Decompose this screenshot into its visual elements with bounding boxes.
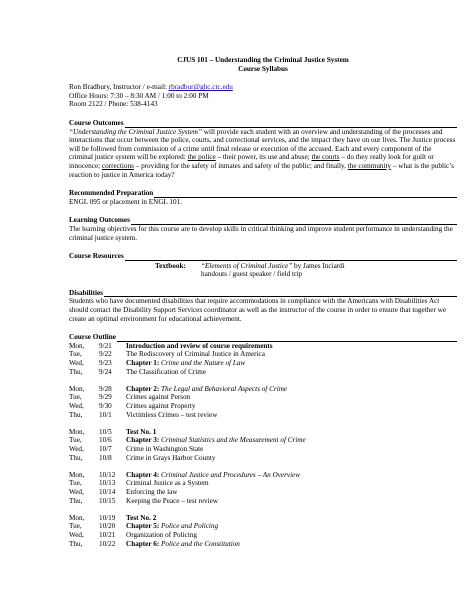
schedule-row bbox=[69, 522, 457, 531]
schedule-row bbox=[69, 385, 457, 394]
topic-italic: Police and Policing bbox=[161, 522, 219, 531]
topic-bold: Chapter 5 bbox=[126, 522, 157, 531]
schedule-topic: Chapter 2: The Legal and Behavioral Aspects of Crime bbox=[126, 384, 288, 393]
schedule-row bbox=[69, 402, 457, 411]
learning-text: The learning objectives for this course are to develop skills in critical thinking and improve student performance in understanding the criminal justice system. bbox=[69, 224, 453, 242]
course-title: CJUS 101 – Understanding the Criminal Justice System bbox=[177, 56, 349, 64]
schedule-topic bbox=[126, 393, 457, 402]
schedule-day: Wed, bbox=[69, 402, 84, 410]
heading-rule bbox=[154, 191, 457, 198]
topic-bold: Introduction and review of course requirements bbox=[126, 341, 273, 350]
schedule-date: 10/8 bbox=[99, 453, 112, 462]
schedule-date: 10/19 bbox=[99, 513, 116, 522]
outcomes-paragraph bbox=[69, 128, 457, 180]
schedule-day: Thu, bbox=[69, 539, 83, 548]
topic-text: The Rediscovery of Criminal Justice in America bbox=[126, 350, 265, 359]
schedule-row bbox=[69, 531, 457, 540]
term-police: the police bbox=[187, 153, 216, 162]
textbook-label: Textbook: bbox=[155, 261, 186, 270]
document-body bbox=[69, 56, 457, 548]
schedule-day: Thu, bbox=[69, 367, 83, 376]
term-corrections: corrections bbox=[101, 161, 134, 170]
textbook-info bbox=[155, 262, 457, 279]
schedule-topic bbox=[126, 497, 457, 506]
section-heading-outcomes bbox=[69, 119, 457, 128]
section-title: Disabilities bbox=[69, 288, 103, 297]
office-hours: Office Hours: 7:30 – 8:30 AM / 1:00 to 2:00 PM bbox=[69, 91, 209, 100]
schedule-row bbox=[69, 359, 457, 368]
schedule-topic bbox=[126, 411, 457, 420]
schedule-topic bbox=[126, 368, 457, 377]
topic-text: Crimes against Property bbox=[126, 402, 196, 410]
instructor-line bbox=[69, 83, 457, 92]
topic-text: Crime in Washington State bbox=[126, 444, 204, 453]
document-subtitle: Course Syllabus bbox=[238, 64, 288, 73]
schedule-row bbox=[69, 540, 457, 549]
schedule-row bbox=[69, 454, 457, 463]
schedule-day: Thu, bbox=[69, 496, 83, 505]
schedule-date: 10/15 bbox=[99, 496, 116, 505]
schedule-topic: Chapter 1: Crime and the Nature of Law bbox=[126, 359, 246, 368]
textbook-author: by James Inciardi bbox=[292, 261, 345, 270]
schedule-row bbox=[69, 471, 457, 480]
outcomes-text: – do they really look for guilt or innocence; bbox=[69, 153, 434, 170]
other-resources: handouts / guest speaker / field trip bbox=[201, 270, 303, 279]
schedule-day: Tue, bbox=[69, 350, 82, 359]
heading-rule bbox=[125, 121, 458, 128]
schedule-day: Mon, bbox=[69, 341, 85, 350]
schedule-day: Wed, bbox=[69, 487, 84, 496]
schedule-day: Mon, bbox=[69, 384, 85, 393]
schedule-topic bbox=[126, 428, 457, 437]
section-heading-learning bbox=[69, 216, 457, 225]
topic-bold: Chapter 1 bbox=[126, 359, 157, 368]
topic-text: The Classification of Crime bbox=[126, 367, 207, 376]
schedule-date: 9/22 bbox=[99, 350, 112, 359]
schedule-topic: Chapter 3: Criminal Statistics and the Measurement of Crime bbox=[126, 436, 306, 445]
schedule-row bbox=[69, 514, 457, 523]
disabilities-text: Students who have documented disabilities that require accommodations in compliance with the Americans with Disabilities Act should contact the Disability Support Services coordinator as well as the instructor of the course in order to ensure that together we create an optimal environment for educational achievement. bbox=[69, 297, 447, 323]
schedule-topic bbox=[126, 488, 457, 497]
heading-rule bbox=[117, 335, 457, 342]
schedule-day: Thu, bbox=[69, 453, 83, 462]
topic-italic: Criminal Justice and Procedures – An Overview bbox=[161, 470, 301, 479]
schedule-row bbox=[69, 411, 457, 420]
schedule-day: Tue, bbox=[69, 522, 82, 531]
schedule-date: 10/1 bbox=[99, 410, 112, 419]
schedule-date: 9/29 bbox=[99, 393, 112, 402]
schedule-date: 10/6 bbox=[99, 436, 112, 445]
preparation-text: ENGL 095 or placement in ENGL 101. bbox=[69, 197, 183, 206]
schedule-day: Tue, bbox=[69, 479, 82, 488]
schedule-date: 9/24 bbox=[99, 367, 112, 376]
schedule-row bbox=[69, 393, 457, 402]
textbook-title: “Elements of Criminal Justice” bbox=[201, 261, 293, 270]
topic-italic: Police and the Constitution bbox=[161, 539, 240, 548]
heading-rule bbox=[125, 254, 457, 261]
section-title: Course Outline bbox=[69, 333, 116, 342]
section-title: Learning Outcomes bbox=[69, 216, 130, 225]
schedule-row bbox=[69, 445, 457, 454]
schedule-day: Wed, bbox=[69, 530, 84, 539]
schedule-date: 10/7 bbox=[99, 444, 112, 453]
schedule-day: Tue, bbox=[69, 393, 82, 402]
section-heading-preparation bbox=[69, 189, 457, 198]
term-community: the community bbox=[347, 161, 392, 170]
schedule-row bbox=[69, 350, 457, 359]
schedule-day: Thu, bbox=[69, 410, 83, 419]
schedule-day: Mon, bbox=[69, 513, 85, 522]
schedule-day: Mon, bbox=[69, 427, 85, 436]
schedule-day: Tue, bbox=[69, 436, 82, 445]
outcomes-text: – their power, its use and abuse; bbox=[215, 153, 312, 162]
schedule-date: 10/13 bbox=[99, 479, 116, 488]
schedule-topic bbox=[126, 350, 457, 359]
topic-bold: Test No. 2 bbox=[126, 513, 157, 522]
schedule-date: 10/20 bbox=[99, 522, 116, 531]
schedule-date: 9/28 bbox=[99, 384, 112, 393]
week-spacer bbox=[69, 462, 457, 471]
email-link[interactable]: rbradbur@ghc.ctc.edu bbox=[168, 83, 233, 92]
schedule-date: 9/30 bbox=[99, 402, 112, 410]
week-spacer bbox=[69, 505, 457, 514]
section-title: Course Resources bbox=[69, 252, 124, 261]
schedule-date: 9/21 bbox=[99, 341, 112, 350]
instructor-name: Ron Bradbury, Instructor / e-mail: bbox=[69, 83, 169, 92]
section-heading-outline bbox=[69, 333, 457, 342]
schedule-row bbox=[69, 488, 457, 497]
schedule-day: Wed, bbox=[69, 359, 84, 368]
schedule-topic: Chapter 4: Criminal Justice and Procedures – An Overview bbox=[126, 470, 301, 479]
schedule-topic bbox=[126, 514, 457, 523]
instructor-info bbox=[69, 83, 457, 109]
schedule-topic: Chapter 6: Police and the Constitution bbox=[126, 539, 240, 548]
outcomes-text: will provide each student with an overview and understanding of the processes and interactions that occur between the police, courts, and correctional services, and the impact they have on our lives. The Justice process will be followed from commission of a crime until final release or execution of the accused. Each and every component of the criminal justice system will be explored: bbox=[69, 127, 456, 162]
week-spacer bbox=[69, 376, 457, 385]
topic-bold: Test No. 1 bbox=[126, 427, 157, 436]
schedule-date: 9/23 bbox=[99, 359, 112, 368]
schedule-row bbox=[69, 497, 457, 506]
schedule-topic: Chapter 5: Police and Policing bbox=[126, 522, 219, 531]
schedule-topic bbox=[126, 445, 457, 454]
schedule-date: 10/5 bbox=[99, 427, 112, 436]
week-spacer bbox=[69, 419, 457, 428]
topic-italic: Crime and the Nature of Law bbox=[161, 359, 246, 368]
outcomes-text: – providing for the safety of inmates and safety of the public; and finally, bbox=[133, 161, 348, 170]
schedule-row bbox=[69, 342, 457, 351]
outcomes-text: – what is the public’s reaction to justice in America today? bbox=[69, 161, 454, 179]
document-header bbox=[69, 56, 457, 73]
topic-text: Keeping the Peace – test review bbox=[126, 496, 219, 505]
topic-text: Criminal Justice as a System bbox=[126, 479, 209, 488]
schedule-topic bbox=[126, 402, 457, 411]
topic-italic: The Legal and Behavioral Aspects of Crime bbox=[161, 384, 288, 393]
topic-bold: Chapter 4 bbox=[126, 470, 157, 479]
room-phone: Room 2122 / Phone: 538-4143 bbox=[69, 100, 158, 109]
schedule-date: 10/22 bbox=[99, 539, 116, 548]
section-heading-disabilities bbox=[69, 289, 457, 298]
schedule-topic bbox=[126, 531, 457, 540]
schedule-date: 10/14 bbox=[99, 487, 116, 496]
section-heading-resources bbox=[69, 252, 457, 261]
heading-rule bbox=[104, 290, 457, 297]
topic-text: Crimes against Person bbox=[126, 393, 191, 402]
schedule-day: Mon, bbox=[69, 470, 85, 479]
topic-italic: Criminal Statistics and the Measurement of Crime bbox=[161, 436, 306, 445]
topic-text: Victimless Crimes – test review bbox=[126, 410, 218, 419]
schedule-date: 10/12 bbox=[99, 470, 116, 479]
topic-bold: Chapter 3 bbox=[126, 436, 157, 445]
course-name-italic: “Understanding the Criminal Justice System” bbox=[69, 127, 202, 136]
topic-text: Enforcing the law bbox=[126, 487, 178, 496]
term-courts: the courts bbox=[311, 153, 340, 162]
schedule-row bbox=[69, 479, 457, 488]
course-outline-schedule bbox=[69, 342, 457, 548]
schedule-row bbox=[69, 428, 457, 437]
topic-text: Organization of Policing bbox=[126, 530, 197, 539]
schedule-topic bbox=[126, 454, 457, 463]
schedule-row bbox=[69, 436, 457, 445]
schedule-topic bbox=[126, 342, 457, 351]
heading-rule bbox=[131, 218, 457, 225]
schedule-topic bbox=[126, 479, 457, 488]
schedule-day: Wed, bbox=[69, 444, 84, 453]
schedule-date: 10/21 bbox=[99, 530, 116, 539]
section-title: Course Outcomes bbox=[69, 118, 124, 127]
schedule-row bbox=[69, 368, 457, 377]
section-title: Recommended Preparation bbox=[69, 189, 154, 198]
topic-bold: Chapter 2 bbox=[126, 384, 157, 393]
topic-text: Crime in Grays Harbor County bbox=[126, 453, 216, 462]
topic-bold: Chapter 6 bbox=[126, 539, 157, 548]
